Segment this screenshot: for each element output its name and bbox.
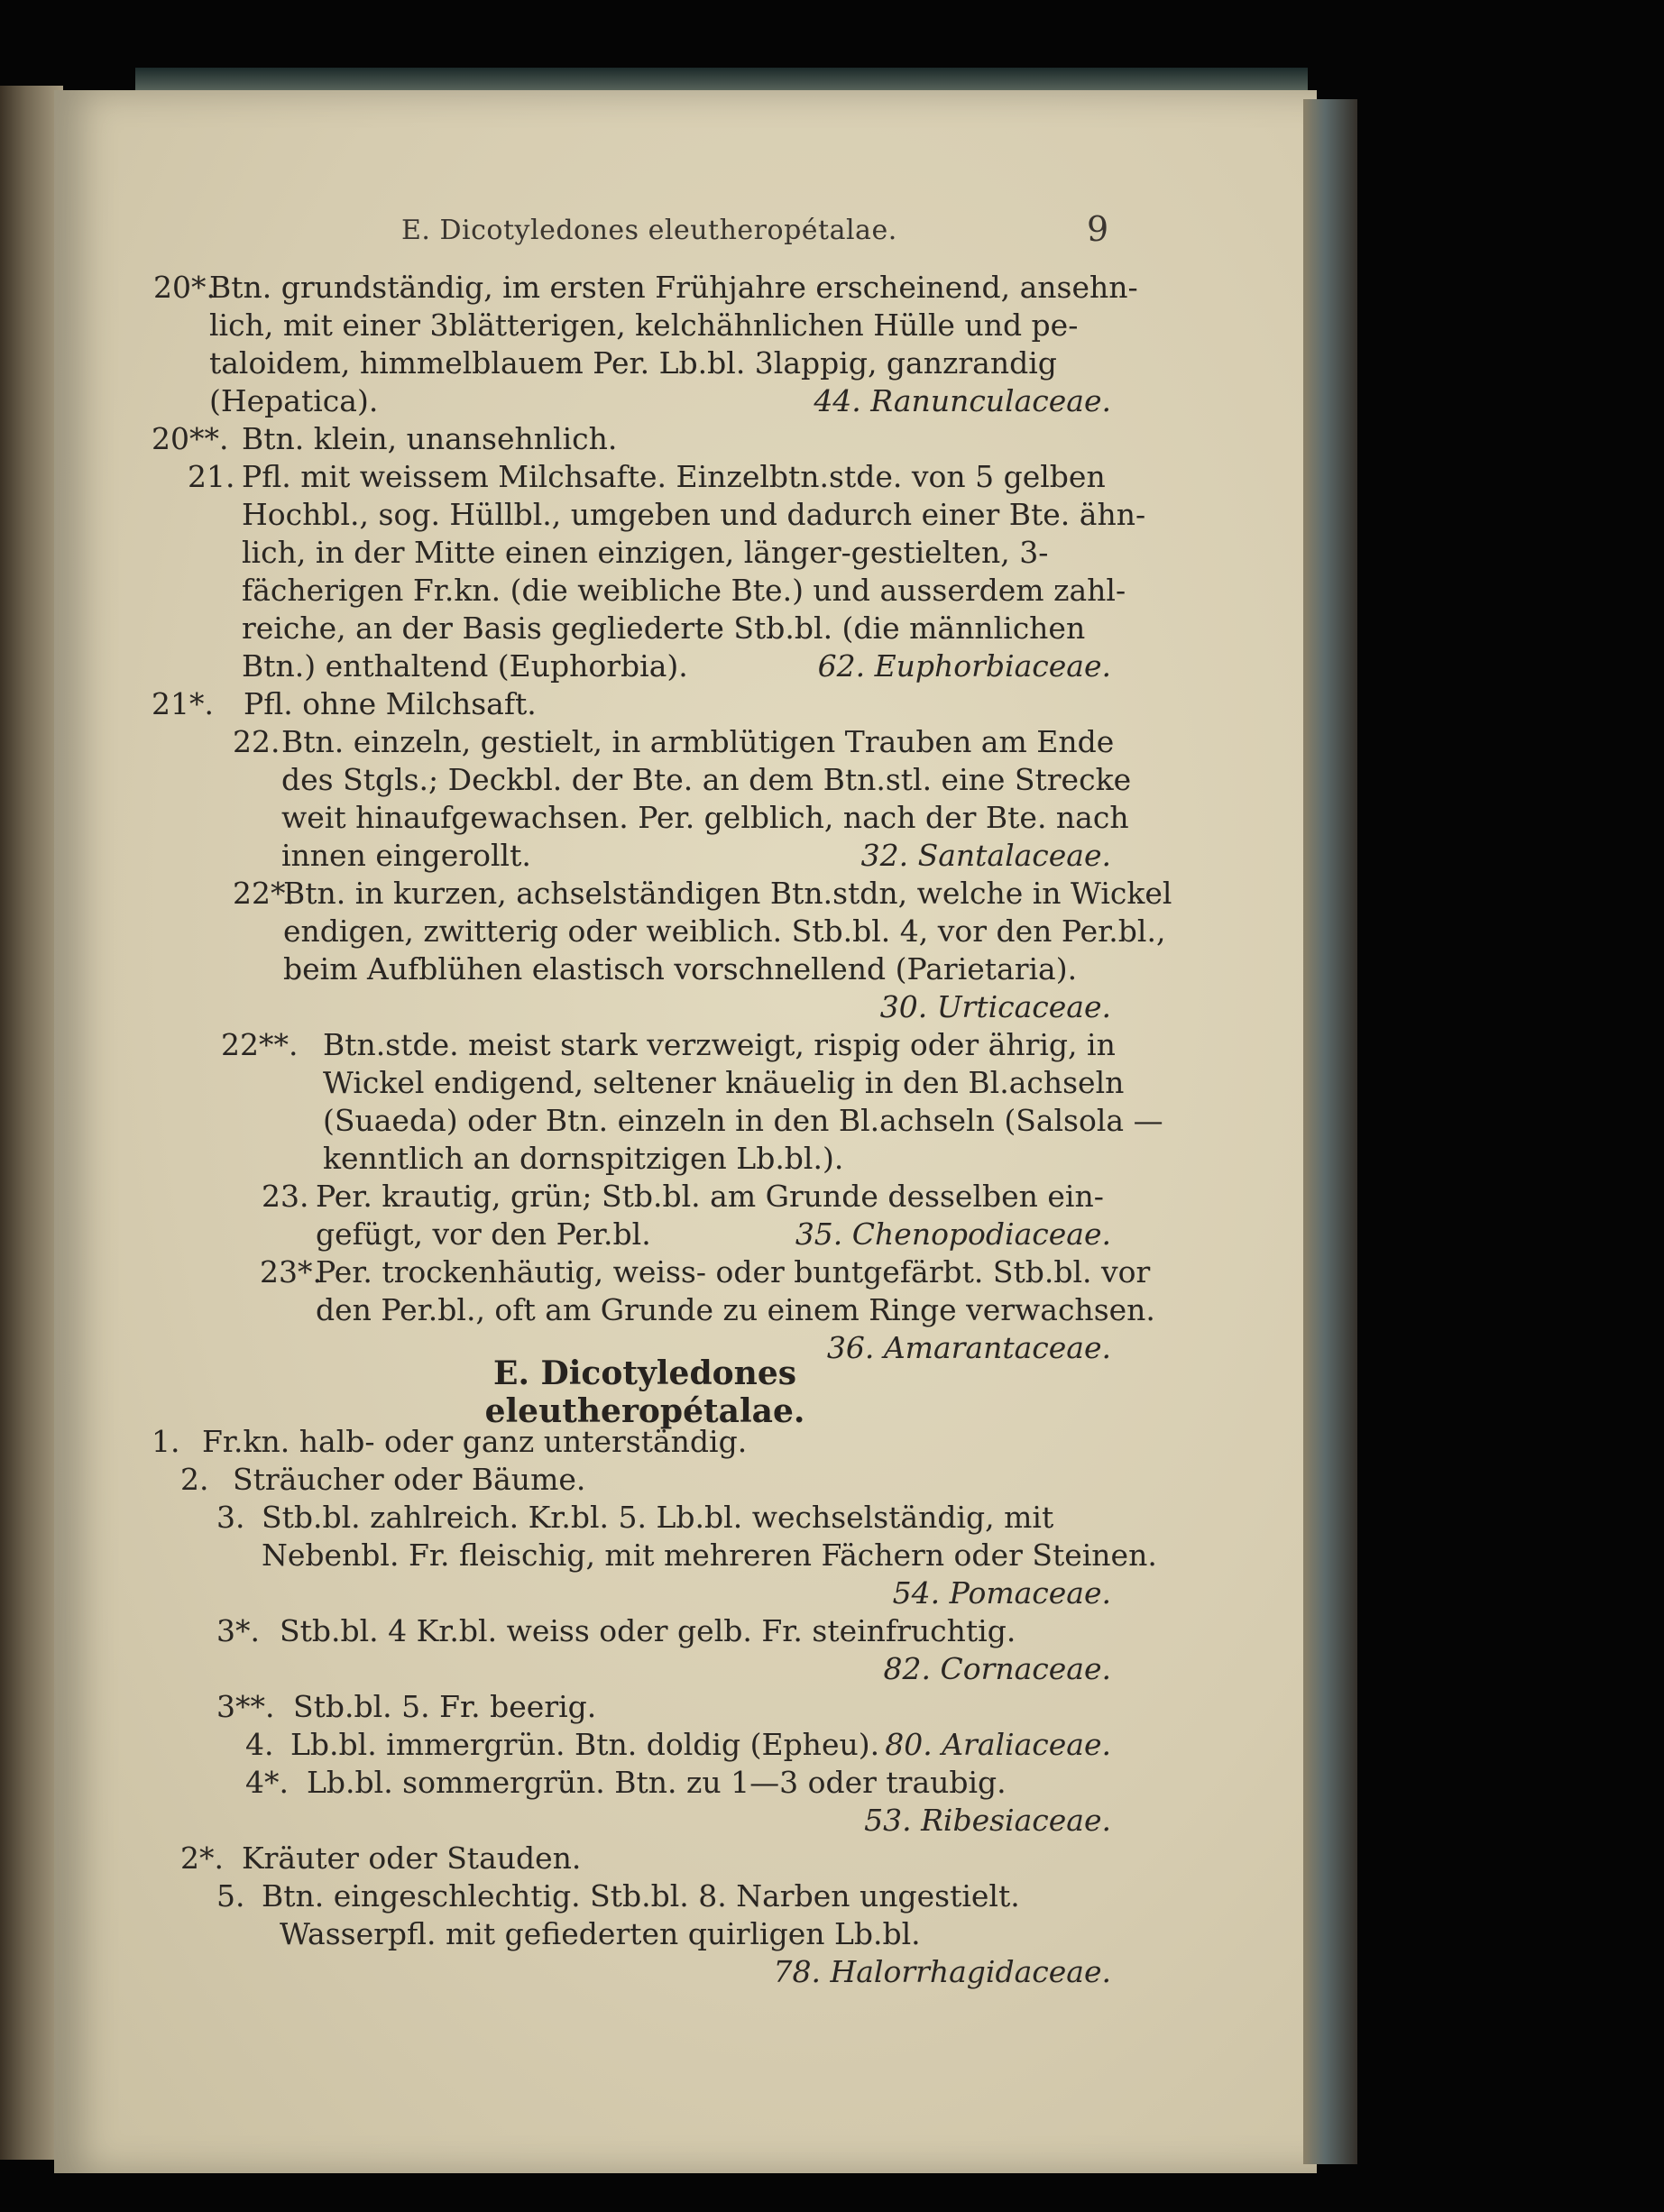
key-line: fächerigen Fr.kn. (die weibliche Bte.) und ausserdem zahl- <box>242 573 1126 608</box>
key-line: den Per.bl., oft am Grunde zu einem Ringe verwachsen. <box>316 1292 1155 1327</box>
key-line: Fr.kn. halb- oder ganz unterständig. <box>202 1424 748 1459</box>
key-number: 23*. <box>260 1254 322 1290</box>
key-line: Btn. klein, unansehnlich. <box>242 421 618 456</box>
key-line: (Hepatica). <box>209 383 379 418</box>
key-line: gefügt, vor den Per.bl. <box>316 1216 651 1252</box>
key-number: 4. <box>245 1727 274 1762</box>
family-name: 35. Chenopodiaceae. <box>795 1216 1111 1252</box>
key-number: 2. <box>180 1462 209 1497</box>
key-line: Stb.bl. zahlreich. Kr.bl. 5. Lb.bl. wechselständig, mit <box>262 1500 1054 1535</box>
key-line: Pfl. mit weissem Milchsafte. Einzelbtn.stde. von 5 gelben <box>242 459 1106 494</box>
key-line: Hochbl., sog. Hüllbl., umgeben und dadurch einer Bte. ähn- <box>242 497 1146 532</box>
key-number: 2*. <box>180 1840 224 1876</box>
running-header: E. Dicotyledones eleutheropétalae. <box>401 215 897 246</box>
key-line: lich, mit einer 3blätterigen, kelchähnlichen Hülle und pe- <box>209 307 1079 343</box>
key-number: 3**. <box>216 1689 275 1724</box>
key-number: 1. <box>152 1424 180 1459</box>
key-line: Kräuter oder Stauden. <box>242 1840 582 1876</box>
key-line: Pfl. ohne Milchsaft. <box>244 686 537 721</box>
key-number: 4*. <box>245 1765 289 1800</box>
family-name: 32. Santalaceae. <box>860 838 1111 873</box>
key-number: 20**. <box>152 421 229 456</box>
key-line: Lb.bl. sommergrün. Btn. zu 1—3 oder traubig. <box>307 1765 1007 1800</box>
key-line: weit hinaufgewachsen. Per. gelblich, nach der Bte. nach <box>281 800 1129 835</box>
family-name: 80. Araliaceae. <box>885 1727 1111 1762</box>
key-line: Btn. eingeschlechtig. Stb.bl. 8. Narben ungestielt. <box>262 1878 1020 1914</box>
key-line: Wickel endigend, seltener knäuelig in den Bl.achseln <box>323 1065 1125 1100</box>
key-number: 22*. <box>233 876 295 911</box>
key-line: Btn. grundständig, im ersten Frühjahre erscheinend, ansehn- <box>209 270 1138 305</box>
key-number: 5. <box>216 1878 245 1914</box>
key-line: Stb.bl. 4 Kr.bl. weiss oder gelb. Fr. steinfruchtig. <box>280 1613 1016 1648</box>
key-line: Sträucher oder Bäume. <box>233 1462 586 1497</box>
key-line: des Stgls.; Deckbl. der Bte. an dem Btn.stl. eine Strecke <box>281 762 1132 797</box>
book-right-edge <box>1303 99 1357 2164</box>
family-name: 54. Pomaceae. <box>892 1575 1111 1611</box>
key-line: Stb.bl. 5. Fr. beerig. <box>293 1689 597 1724</box>
family-name: 30. Urticaceae. <box>879 989 1111 1024</box>
family-name: 82. Cornaceae. <box>883 1651 1111 1686</box>
key-line: Btn.) enthaltend (Euphorbia). <box>242 648 688 684</box>
key-line: taloidem, himmelblauem Per. Lb.bl. 3lappig, ganzrandig <box>209 345 1057 381</box>
key-number: 21. <box>188 459 235 494</box>
key-line: Nebenbl. Fr. fleischig, mit mehreren Fächern oder Steinen. <box>262 1537 1157 1573</box>
key-number: 22**. <box>221 1027 299 1062</box>
key-number: 20*. <box>153 270 216 305</box>
key-line: innen eingerollt. <box>281 838 531 873</box>
family-name: 62. Euphorbiaceae. <box>817 648 1111 684</box>
key-line: reiche, an der Basis gegliederte Stb.bl. (die männlichen <box>242 610 1086 646</box>
key-number: 23. <box>262 1179 309 1214</box>
section-heading: E. Dicotyledones eleutheropétalae. <box>484 1354 805 1430</box>
key-line: lich, in der Mitte einen einzigen, länger-gestielten, 3- <box>242 535 1049 570</box>
page-number: 9 <box>1087 209 1109 249</box>
key-line: beim Aufblühen elastisch vorschnellend (Parietaria). <box>283 951 1078 987</box>
family-name: 53. Ribesiaceae. <box>864 1803 1111 1838</box>
key-line: Per. krautig, grün; Stb.bl. am Grunde desselben ein- <box>316 1179 1104 1214</box>
key-line: endigen, zwitterig oder weiblich. Stb.bl. 4, vor den Per.bl., <box>283 913 1166 949</box>
family-name: 44. Ranunculaceae. <box>814 383 1111 418</box>
family-name: 36. Amarantaceae. <box>826 1330 1111 1365</box>
key-number: 3. <box>216 1500 245 1535</box>
key-line: (Suaeda) oder Btn. einzeln in den Bl.achseln (Salsola — <box>323 1103 1163 1138</box>
key-number: 22. <box>233 724 280 759</box>
key-line: Btn.stde. meist stark verzweigt, rispig oder ährig, in <box>323 1027 1116 1062</box>
key-line: Wasserpfl. mit gefiederten quirligen Lb.bl. <box>280 1916 921 1951</box>
key-line: Lb.bl. immergrün. Btn. doldig (Epheu). <box>290 1727 880 1762</box>
key-number: 21*. <box>152 686 214 721</box>
key-line: Btn. einzeln, gestielt, in armblütigen Trauben am Ende <box>281 724 1115 759</box>
key-line: Btn. in kurzen, achselständigen Btn.stdn, welche in Wickel <box>283 876 1172 911</box>
key-line: Per. trockenhäutig, weiss- oder buntgefärbt. Stb.bl. vor <box>316 1254 1151 1290</box>
family-name: 78. Halorrhagidaceae. <box>773 1954 1111 1989</box>
key-line: kenntlich an dornspitzigen Lb.bl.). <box>323 1141 844 1176</box>
key-number: 3*. <box>216 1613 260 1648</box>
